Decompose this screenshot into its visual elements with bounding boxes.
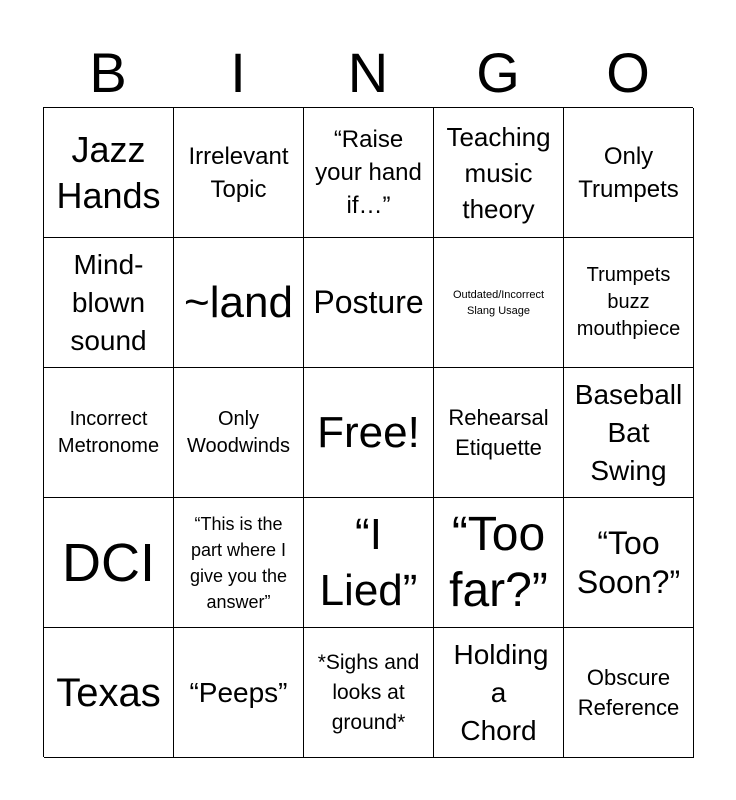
bingo-cell[interactable] — [434, 368, 564, 498]
cell-text: Rehearsal Etiquette — [448, 404, 549, 460]
bingo-cell[interactable] — [304, 498, 434, 628]
cell-text: Incorrect Metronome — [57, 407, 160, 457]
cell-text: Irrelevant Topic — [188, 142, 289, 203]
bingo-cell[interactable] — [44, 498, 174, 628]
cell-text: Mind-blown sound — [70, 248, 147, 356]
bingo-cell[interactable] — [434, 498, 564, 628]
cell-text: DCI — [62, 532, 155, 593]
bingo-cell[interactable] — [174, 498, 304, 628]
header-letter-i: I — [230, 41, 246, 104]
bingo-cell[interactable] — [564, 628, 694, 758]
header-letter-b: B — [89, 41, 127, 104]
bingo-cell[interactable] — [174, 238, 304, 368]
header-letter-o: O — [606, 41, 650, 104]
cell-text: “I Lied” — [319, 509, 418, 615]
cell-text: “Too Soon?” — [576, 524, 681, 600]
cell-text: “Too far?” — [449, 507, 548, 617]
cell-text: *Sighs and looks at ground* — [317, 650, 420, 734]
cell-text: Holding a Chord — [453, 638, 549, 746]
cell-text: Only Trumpets — [578, 142, 679, 203]
bingo-cell[interactable] — [44, 238, 174, 368]
bingo-cell[interactable] — [564, 238, 694, 368]
cell-text: “This is the part where I give you the answer” — [189, 513, 288, 612]
bingo-cell[interactable] — [564, 108, 694, 238]
bingo-cell[interactable] — [44, 368, 174, 498]
bingo-cell[interactable] — [434, 108, 564, 238]
cell-text: Posture — [313, 284, 424, 320]
cell-text: Obscure Reference — [577, 664, 680, 720]
bingo-cell[interactable] — [304, 238, 434, 368]
cell-text: Trumpets buzz mouthpiece — [576, 264, 681, 340]
bingo-cell[interactable] — [304, 368, 434, 498]
cell-text: Teaching music theory — [446, 121, 551, 224]
cell-text: Outdated/Incorrect Slang Usage — [452, 288, 545, 317]
bingo-cell[interactable] — [44, 628, 174, 758]
bingo-board — [43, 107, 693, 757]
bingo-cell[interactable] — [434, 238, 564, 368]
bingo-cell[interactable] — [304, 108, 434, 238]
cell-text: Free! — [317, 407, 420, 457]
bingo-cell[interactable] — [564, 498, 694, 628]
cell-text: ~land — [184, 277, 293, 327]
bingo-header — [43, 38, 693, 108]
bingo-cell[interactable] — [564, 368, 694, 498]
cell-text: “Peeps” — [189, 676, 288, 708]
bingo-cell[interactable] — [174, 628, 304, 758]
cell-text: Only Woodwinds — [186, 407, 291, 457]
header-letter-g: G — [476, 41, 520, 104]
header-letter-n: N — [347, 41, 389, 104]
cell-text: Texas — [56, 670, 161, 715]
bingo-cell[interactable] — [434, 628, 564, 758]
cell-text: Jazz Hands — [56, 128, 161, 216]
bingo-cell[interactable] — [174, 368, 304, 498]
bingo-cell[interactable] — [44, 108, 174, 238]
cell-text: Baseball Bat Swing — [574, 378, 683, 486]
cell-text: “Raise your hand if…” — [315, 126, 422, 219]
bingo-cell[interactable] — [304, 628, 434, 758]
bingo-cell[interactable] — [174, 108, 304, 238]
